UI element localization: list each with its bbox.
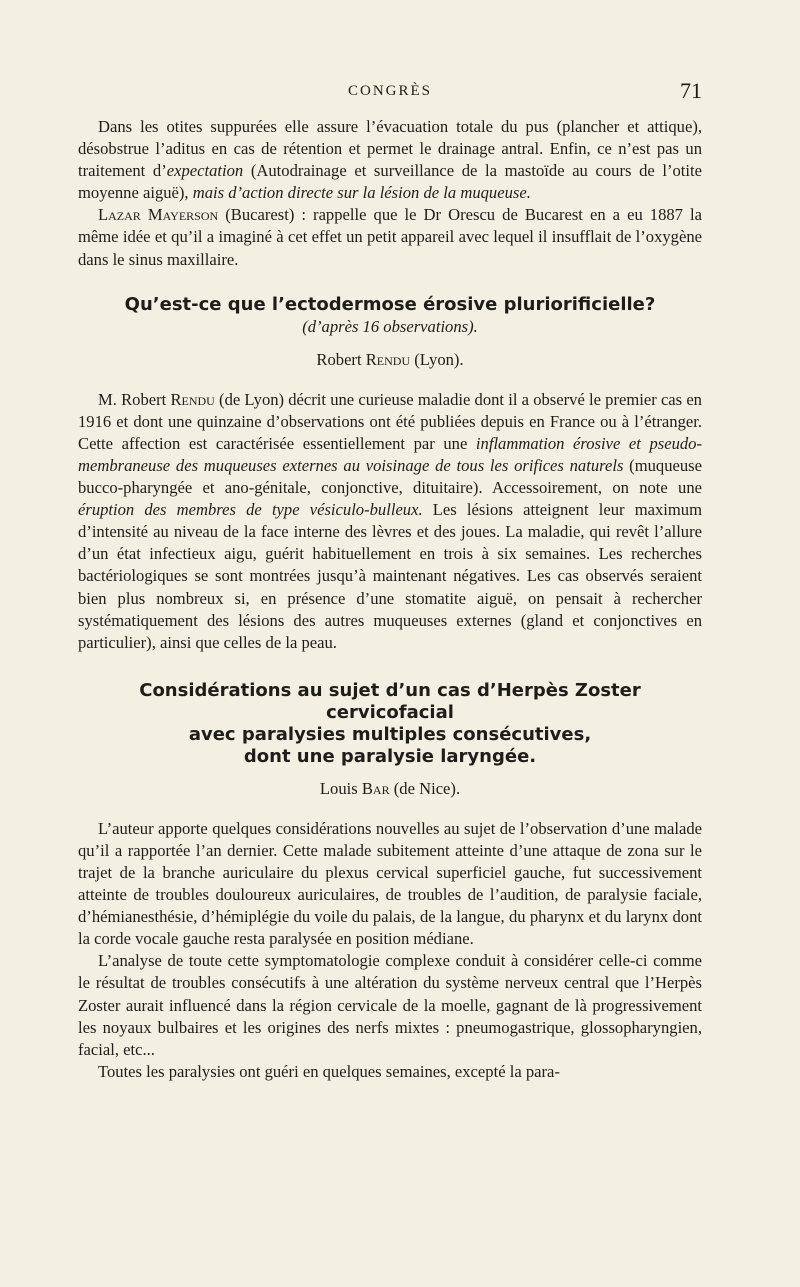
text-run: (de Lyon) décrit une curieuse maladie dont il a observé le premier cas en 1916 et dont une quinzaine d’observations ont été publiées depuis en France ou à l’étranger. Cette affection est caractérisée essentiellement par une xyxy=(78,389,702,453)
section1-subtitle: (d’après 16 observations). xyxy=(302,316,478,336)
section2-title-line2: avec paralysies multiples consécutives, xyxy=(188,723,592,745)
italic-run: éruption des membres de type vésiculo-bulleux. xyxy=(78,500,423,520)
text-run: Les lésions atteignent leur maximum d’intensité au niveau de la face interne des lèvres et des joues. La maladie, qui revêt l’allure d’un état infectieux aigu, guérit habituellement en trois à six semaines. Les recherches bactériologiques se sont montrées jusqu’à maintenant négatives. Les cas observés seraient bien plus nombreux si, en présence d’une stomatite aiguë, on pensait à rechercher systématiquement des lésions des autres muqueuses externes (gland et conjonctives en particulier), ainsi que celles de la peau. xyxy=(78,500,702,652)
author-last: Rendu xyxy=(365,349,411,369)
section2-title-line3: dont une paralysie laryngée. xyxy=(243,745,537,767)
section2-paragraph-3: Toutes les paralysies ont guéri en quelques semaines, excepté la para- xyxy=(98,1061,560,1081)
author-first: Louis xyxy=(319,778,362,798)
section1-paragraph xyxy=(78,389,702,654)
author-first: Robert xyxy=(316,349,366,369)
author-last: Bar xyxy=(361,778,390,798)
section2-author xyxy=(78,778,702,800)
text-run: (Autodrainage et surveillance de la mastoïde au cours de l’otite moyenne aiguë), xyxy=(78,161,702,203)
text-run: M. Robert xyxy=(98,389,171,409)
running-title: CONGRÈS xyxy=(347,83,432,99)
section1-title: Qu’est-ce que l’ectodermose érosive pluriorificielle? xyxy=(124,293,656,315)
author-name: Rendu xyxy=(170,389,215,409)
content xyxy=(78,116,702,1083)
italic-run: mais d’action directe sur la lésion de la muqueuse. xyxy=(192,183,531,203)
mayerson-paragraph xyxy=(78,204,702,270)
author-name: Lazar Mayerson xyxy=(98,205,219,225)
italic-run: expectation xyxy=(166,161,244,181)
page-number: 71 xyxy=(680,78,702,103)
text-run: Dans les otites suppurées elle assure l’évacuation totale du pus (plancher et attique), désobstrue l’aditus en cas de rétention et permet le drainage antral. Enfin, ce n’est pas un traitement d’ xyxy=(78,117,702,181)
author-city: (Lyon). xyxy=(410,349,464,369)
intro-paragraph xyxy=(78,116,702,204)
text-run: (muqueuse bucco-pharyngée et ano-génitale, conjonctive, dituitaire). Accessoirement, on note une xyxy=(78,455,702,498)
running-head xyxy=(78,80,702,104)
author-city: (de Nice). xyxy=(389,778,461,798)
section2-paragraph-2: L’analyse de toute cette symptomatologie complexe conduit à considérer celle-ci comme le résultat de troubles consécutifs à une altération du système nerveux central que l’Herpès Zoster aurait influencé dans la région cervicale de la moelle, gagnant de là progressivement les noyaux bulbaires et les origines des nerfs mixtes : pneumogastrique, glossopharyngien, facial, etc... xyxy=(78,951,702,1059)
section2-paragraph-1: L’auteur apporte quelques considérations nouvelles au sujet de l’observation d’une malade qu’il a rapportée l’an dernier. Cette malade subitement atteinte d’une attaque de zona sur le trajet de la branche auriculaire du plexus cervical superficiel gauche, fut successivement atteinte de troubles douloureux auriculaires, de troubles de l’audition, de paralysie faciale, d’hémianesthésie, d’hémiplégie du voile du palais, de la langue, du pharynx et du larynx dont la corde vocale gauche resta paralysée en position médiane. xyxy=(78,818,702,949)
italic-run: inflammation érosive et pseudo-membraneuse des muqueuses externes au voisinage de tous les orifices naturels xyxy=(78,433,702,475)
section2-title-line1: Considérations au sujet d’un cas d’Herpès Zoster cervicofacial xyxy=(139,679,641,723)
text-run: (Bucarest) : rappelle que le Dr Orescu de Bucarest en a eu 1887 la même idée et qu’il a imaginé à cet effet un petit appareil avec lequel il insufflait de l’oxygène dans le sinus maxillaire. xyxy=(78,205,702,269)
section1-author xyxy=(78,349,702,371)
